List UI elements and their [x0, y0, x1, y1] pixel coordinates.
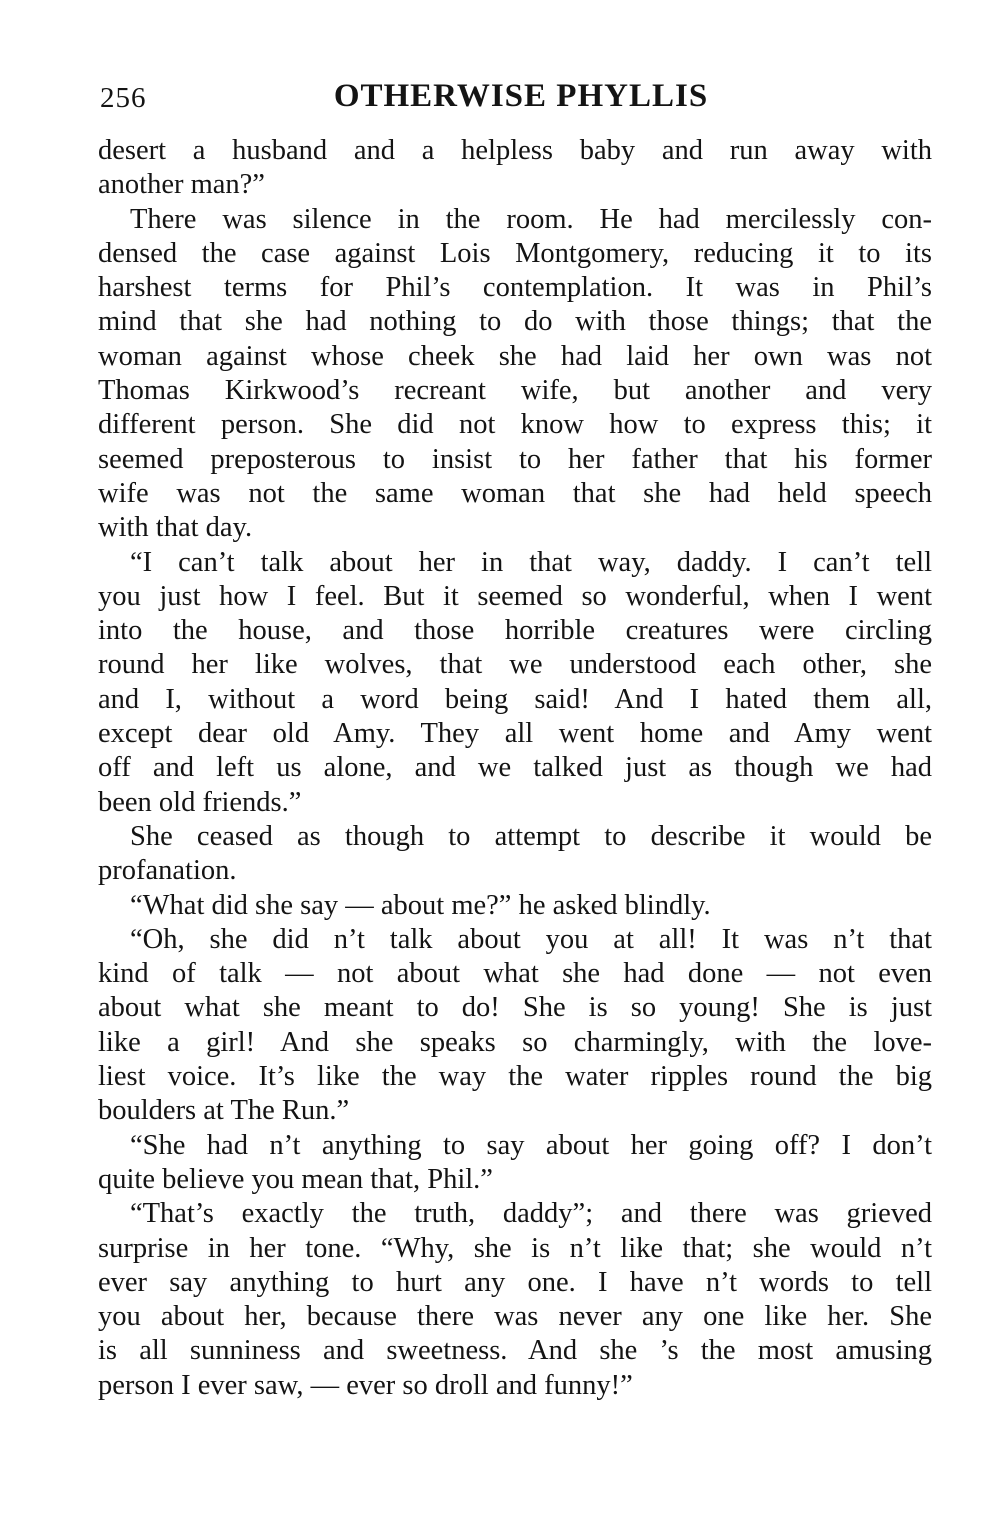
text-line: you about her, because there was never any one like her. She [98, 1301, 932, 1333]
text-line: person I ever saw, — ever so droll and funny!” [98, 1369, 633, 1401]
book-page [98, 72, 932, 1403]
paragraph [98, 134, 932, 203]
text-line: round her like wolves, that we understood each other, she [98, 649, 932, 681]
text-line: been old friends.” [98, 786, 302, 818]
text-line: into the house, and those horrible creatures were circling [98, 615, 932, 647]
text-line: off and left us alone, and we talked just as though we had [98, 752, 932, 784]
text-line: about what she meant to do! She is so young! She is just [98, 992, 932, 1024]
paragraph [98, 203, 932, 546]
text-line: There was silence in the room. He had mercilessly con- [130, 203, 932, 235]
text-line: another man?” [98, 169, 265, 201]
text-line: and I, without a word being said! And I hated them all, [98, 683, 932, 715]
text-line: different person. She did not know how to express this; it [98, 409, 932, 441]
text-line: you just how I feel. But it seemed so wonderful, when I went [98, 580, 932, 612]
text-line: “That’s exactly the truth, daddy”; and there was grieved [130, 1198, 932, 1230]
text-line: wife was not the same woman that she had held speech [98, 477, 932, 509]
text-line: “I can’t talk about her in that way, daddy. I can’t tell [130, 546, 932, 578]
running-title: OTHERWISE PHYLLIS [333, 78, 709, 114]
text-line: mind that she had nothing to do with those things; that the [98, 306, 932, 338]
text-line: boulders at The Run.” [98, 1095, 350, 1127]
text-line: is all sunniness and sweetness. And she ’s the most amusing [98, 1335, 932, 1367]
text-line: densed the case against Lois Montgomery, reducing it to its [98, 237, 932, 269]
paragraph [98, 923, 932, 1129]
paragraph [98, 546, 932, 820]
text-line: liest voice. It’s like the way the water ripples round the big [98, 1061, 932, 1093]
text-line: kind of talk — not about what she had done — not even [98, 958, 932, 990]
text-line: Thomas Kirkwood’s recreant wife, but another and very [98, 375, 932, 407]
text-line: woman against whose cheek she had laid her own was not [98, 340, 932, 372]
text-line: profanation. [98, 855, 237, 887]
text-line: like a girl! And she speaks so charmingly, with the love- [98, 1026, 932, 1058]
paragraph [98, 1129, 932, 1198]
paragraph [98, 820, 932, 889]
running-head [98, 72, 932, 122]
text-line: harshest terms for Phil’s contemplation. It was in Phil’s [98, 272, 932, 304]
text-line: “She had n’t anything to say about her going off? I don’t [130, 1129, 932, 1161]
text-line: “Oh, she did n’t talk about you at all! It was n’t that [130, 923, 932, 955]
paragraph [98, 1197, 932, 1403]
text-line: ever say anything to hurt any one. I have n’t words to tell [98, 1266, 932, 1298]
text-line: quite believe you mean that, Phil.” [98, 1163, 493, 1195]
text-line: desert a husband and a helpless baby and run away with [98, 135, 932, 166]
paragraph [98, 889, 932, 923]
page-number: 256 [100, 82, 147, 114]
text-line: seemed preposterous to insist to her father that his former [98, 443, 932, 475]
text-line: with that day. [98, 512, 253, 544]
text-line: “What did she say — about me?” he asked blindly. [130, 889, 711, 921]
text-line: except dear old Amy. They all went home and Amy went [98, 718, 932, 750]
text-line: She ceased as though to attempt to describe it would be [130, 820, 932, 852]
text-line: surprise in her tone. “Why, she is n’t like that; she would n’t [98, 1232, 932, 1264]
body-text [98, 134, 932, 1403]
